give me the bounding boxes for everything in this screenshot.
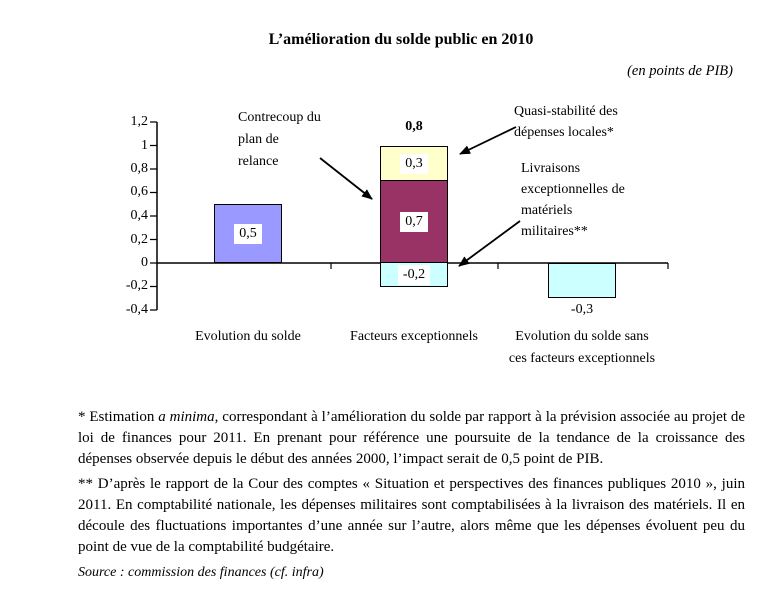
y-axis-ticks (150, 122, 157, 310)
segment-materiels-militaires (380, 262, 448, 287)
category-label-evolution: Evolution du solde (195, 329, 301, 344)
y-tick-label: 0,4 (130, 208, 148, 223)
footnotes-block (78, 407, 745, 587)
footnote-1-italic: a minima (158, 409, 215, 425)
bar-value-label: -0,3 (570, 302, 594, 317)
y-tick-label: 0,2 (130, 232, 148, 247)
footnote-1 (78, 407, 745, 470)
unit-note: (en points de PIB) (627, 63, 733, 79)
y-tick-label: 1,2 (130, 114, 148, 129)
arrow-quasi-stabilite (460, 127, 516, 154)
segment-value-label: 0,7 (400, 212, 428, 232)
annotation-livraisons: Livraisons exceptionnelles de matériels militaires** (521, 161, 625, 239)
arrow-contrecoup (320, 158, 372, 199)
segment-value-label: -0,2 (398, 265, 430, 285)
bar-facteurs-exceptionnels (380, 146, 448, 287)
footnote-1-prefix: * Estimation (78, 409, 159, 425)
footnote-2: ** D’après le rapport de la Cour des comptes « Situation et perspectives des finances publiques 2010 », juin 2011. En comptabilité nationale, les dépenses militaires sont comptabilisées à la livraison des matériels. Il en découle des fluctuations importantes d’une année sur l’autre, alors même que les dépenses évoluent peu du point de vue de la comptabilité budgétaire. (78, 476, 745, 555)
source-line: Source : commission des finances (cf. infra) (78, 565, 324, 580)
y-tick-label: -0,4 (125, 302, 148, 317)
bar-evolution-du-solde (214, 204, 282, 263)
category-label-sans-facteurs: Evolution du solde sans ces facteurs exceptionnels (508, 329, 656, 366)
category-label-facteurs: Facteurs exceptionnels (350, 329, 478, 344)
footnote-1-rest: , correspondant à l’amélioration du solde par rapport à la prévision associée au projet de loi de finances pour 2011. En prenant pour référence une poursuite de la tendance de la croissance des dépenses observée depuis le début des années 2000, l’impact serait de 0,5 point de PIB. (78, 409, 746, 467)
y-tick-label: 0,6 (130, 184, 148, 199)
segment-value-label: 0,3 (400, 154, 428, 174)
y-tick-label: 0 (141, 255, 148, 270)
annotation-quasi-stabilite: Quasi-stabilité des dépenses locales* (514, 104, 618, 140)
y-tick-label: 1 (141, 138, 148, 153)
y-tick-label: -0,2 (125, 278, 148, 293)
bar-solde-sans-facteurs (548, 263, 616, 298)
bar-value-label: 0,5 (234, 224, 262, 244)
annotation-contrecoup: Contrecoup du plan de relance (238, 110, 321, 169)
chart-title: L’amélioration du solde public en 2010 (268, 31, 534, 48)
arrow-livraisons (459, 221, 520, 266)
segment-plan-de-relance (380, 180, 448, 263)
segment-depenses-locales (380, 146, 448, 181)
stacked-bar-total-label: 0,8 (405, 119, 423, 134)
y-tick-label: 0,8 (130, 161, 148, 176)
